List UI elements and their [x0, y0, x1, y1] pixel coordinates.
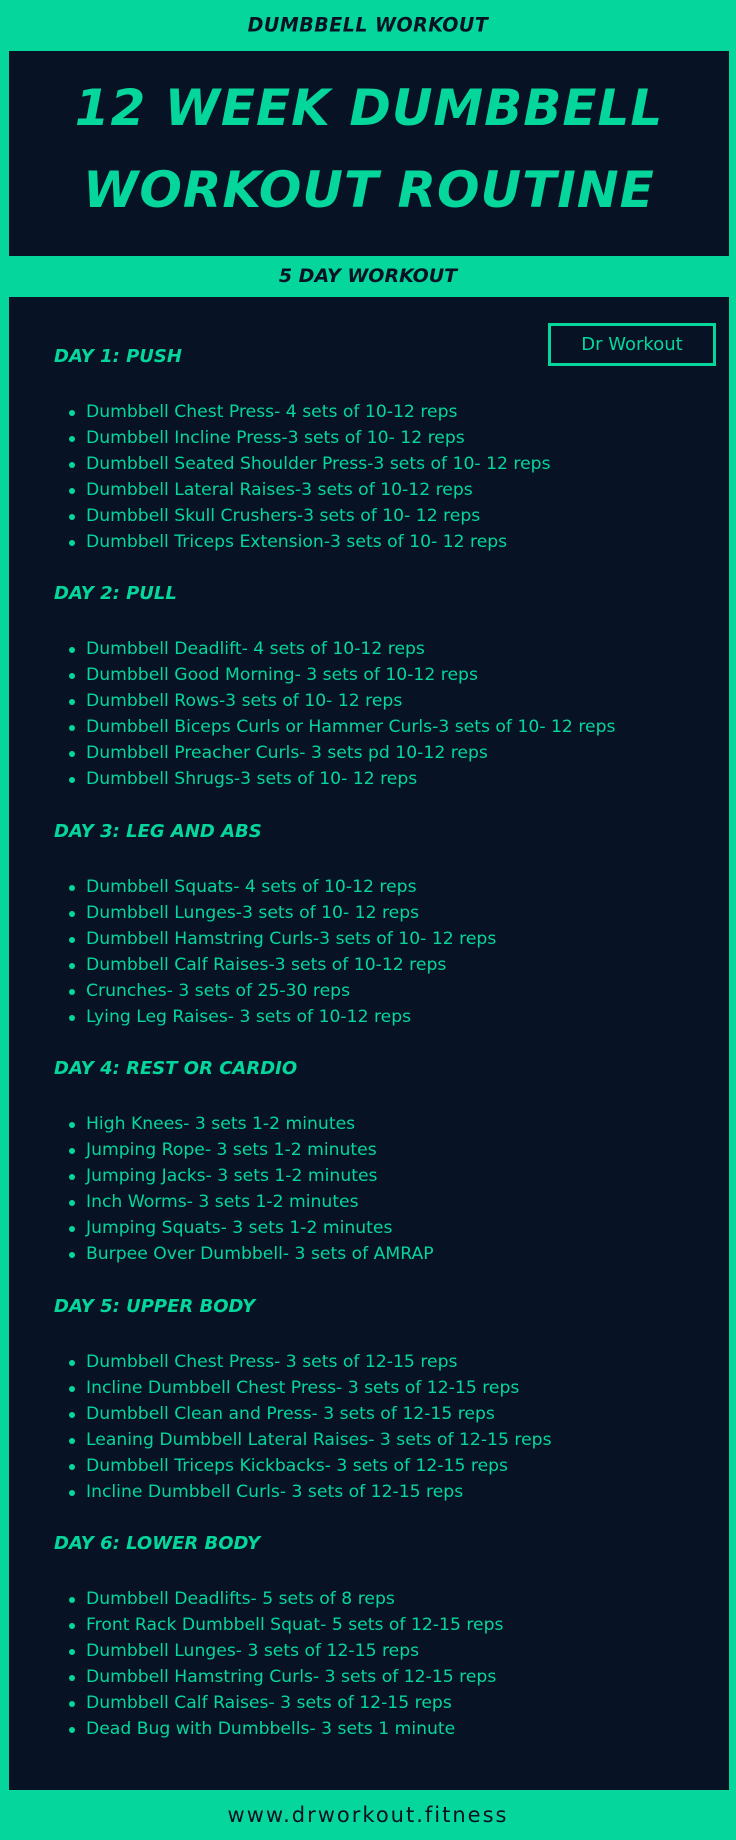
page-title-line-1: 12 WEEK DUMBBELL: [74, 79, 664, 137]
exercise-item: Dumbbell Good Morning- 3 sets of 10-12 reps: [54, 662, 694, 688]
exercise-item: Inch Worms- 3 sets 1-2 minutes: [54, 1189, 694, 1215]
exercise-item: Dumbbell Incline Press-3 sets of 10- 12 reps: [54, 425, 694, 451]
exercise-list: [54, 1349, 694, 1505]
exercise-list: [54, 399, 694, 555]
exercise-item: Dumbbell Preacher Curls- 3 sets pd 10-12 reps: [54, 740, 694, 766]
day-heading: DAY 5: UPPER BODY: [54, 1296, 256, 1317]
exercise-item: Burpee Over Dumbbell- 3 sets of AMRAP: [54, 1241, 694, 1267]
exercise-item: Lying Leg Raises- 3 sets of 10-12 reps: [54, 1004, 694, 1030]
day-heading: DAY 1: PUSH: [54, 346, 182, 367]
page-title-line-2: WORKOUT ROUTINE: [83, 161, 655, 219]
exercise-item: Dumbbell Triceps Extension-3 sets of 10- 12 reps: [54, 529, 694, 555]
day-section-4: [54, 1057, 694, 1267]
day-section-5: [54, 1295, 694, 1505]
exercise-item: Dumbbell Lunges-3 sets of 10- 12 reps: [54, 900, 694, 926]
exercise-item: Dumbbell Biceps Curls or Hammer Curls-3 sets of 10- 12 reps: [54, 714, 694, 740]
exercise-item: Dumbbell Deadlifts- 5 sets of 8 reps: [54, 1586, 694, 1612]
day-section-1: [54, 345, 694, 555]
exercise-item: Leaning Dumbbell Lateral Raises- 3 sets of 12-15 reps: [54, 1427, 694, 1453]
exercise-item: Front Rack Dumbbell Squat- 5 sets of 12-15 reps: [54, 1612, 694, 1638]
exercise-item: Dumbbell Chest Press- 3 sets of 12-15 reps: [54, 1349, 694, 1375]
exercise-item: Dumbbell Calf Raises- 3 sets of 12-15 reps: [54, 1690, 694, 1716]
workout-panel: [9, 297, 729, 1790]
exercise-item: Dumbbell Chest Press- 4 sets of 10-12 reps: [54, 399, 694, 425]
top-label: DUMBBELL WORKOUT: [247, 13, 489, 37]
exercise-item: Dumbbell Lateral Raises-3 sets of 10-12 reps: [54, 477, 694, 503]
brand-badge: Dr Workout: [548, 323, 716, 366]
exercise-item: Dumbbell Clean and Press- 3 sets of 12-15 reps: [54, 1401, 694, 1427]
exercise-list: [54, 874, 694, 1030]
day-section-2: [54, 582, 694, 792]
exercise-item: Jumping Rope- 3 sets 1-2 minutes: [54, 1137, 694, 1163]
exercise-item: Jumping Squats- 3 sets 1-2 minutes: [54, 1215, 694, 1241]
exercise-item: Dumbbell Squats- 4 sets of 10-12 reps: [54, 874, 694, 900]
exercise-item: Dead Bug with Dumbbells- 3 sets 1 minute: [54, 1716, 694, 1742]
day-heading: DAY 4: REST OR CARDIO: [54, 1058, 298, 1079]
exercise-item: Dumbbell Hamstring Curls-3 sets of 10- 12 reps: [54, 926, 694, 952]
exercise-item: Dumbbell Hamstring Curls- 3 sets of 12-15 reps: [54, 1664, 694, 1690]
footer-website-url: www.drworkout.fitness: [227, 1803, 509, 1827]
exercise-item: Incline Dumbbell Chest Press- 3 sets of 12-15 reps: [54, 1375, 694, 1401]
title-panel: [9, 51, 729, 256]
day-section-6: [54, 1532, 694, 1742]
day-heading: DAY 6: LOWER BODY: [54, 1533, 261, 1554]
exercise-item: Dumbbell Deadlift- 4 sets of 10-12 reps: [54, 636, 694, 662]
exercise-item: Dumbbell Shrugs-3 sets of 10- 12 reps: [54, 766, 694, 792]
exercise-item: Dumbbell Skull Crushers-3 sets of 10- 12 reps: [54, 503, 694, 529]
exercise-item: Jumping Jacks- 3 sets 1-2 minutes: [54, 1163, 694, 1189]
exercise-item: Dumbbell Lunges- 3 sets of 12-15 reps: [54, 1638, 694, 1664]
day-section-3: [54, 820, 694, 1030]
exercise-item: Crunches- 3 sets of 25-30 reps: [54, 978, 694, 1004]
day-heading: DAY 3: LEG AND ABS: [54, 821, 262, 842]
exercise-item: Dumbbell Rows-3 sets of 10- 12 reps: [54, 688, 694, 714]
exercise-list: [54, 1111, 694, 1267]
workout-subtitle: 5 DAY WORKOUT: [278, 265, 458, 287]
exercise-item: Incline Dumbbell Curls- 3 sets of 12-15 reps: [54, 1479, 694, 1505]
exercise-item: High Knees- 3 sets 1-2 minutes: [54, 1111, 694, 1137]
exercise-list: [54, 1586, 694, 1742]
exercise-item: Dumbbell Seated Shoulder Press-3 sets of 10- 12 reps: [54, 451, 694, 477]
exercise-item: Dumbbell Triceps Kickbacks- 3 sets of 12-15 reps: [54, 1453, 694, 1479]
exercise-list: [54, 636, 694, 792]
day-heading: DAY 2: PULL: [54, 583, 177, 604]
exercise-item: Dumbbell Calf Raises-3 sets of 10-12 reps: [54, 952, 694, 978]
